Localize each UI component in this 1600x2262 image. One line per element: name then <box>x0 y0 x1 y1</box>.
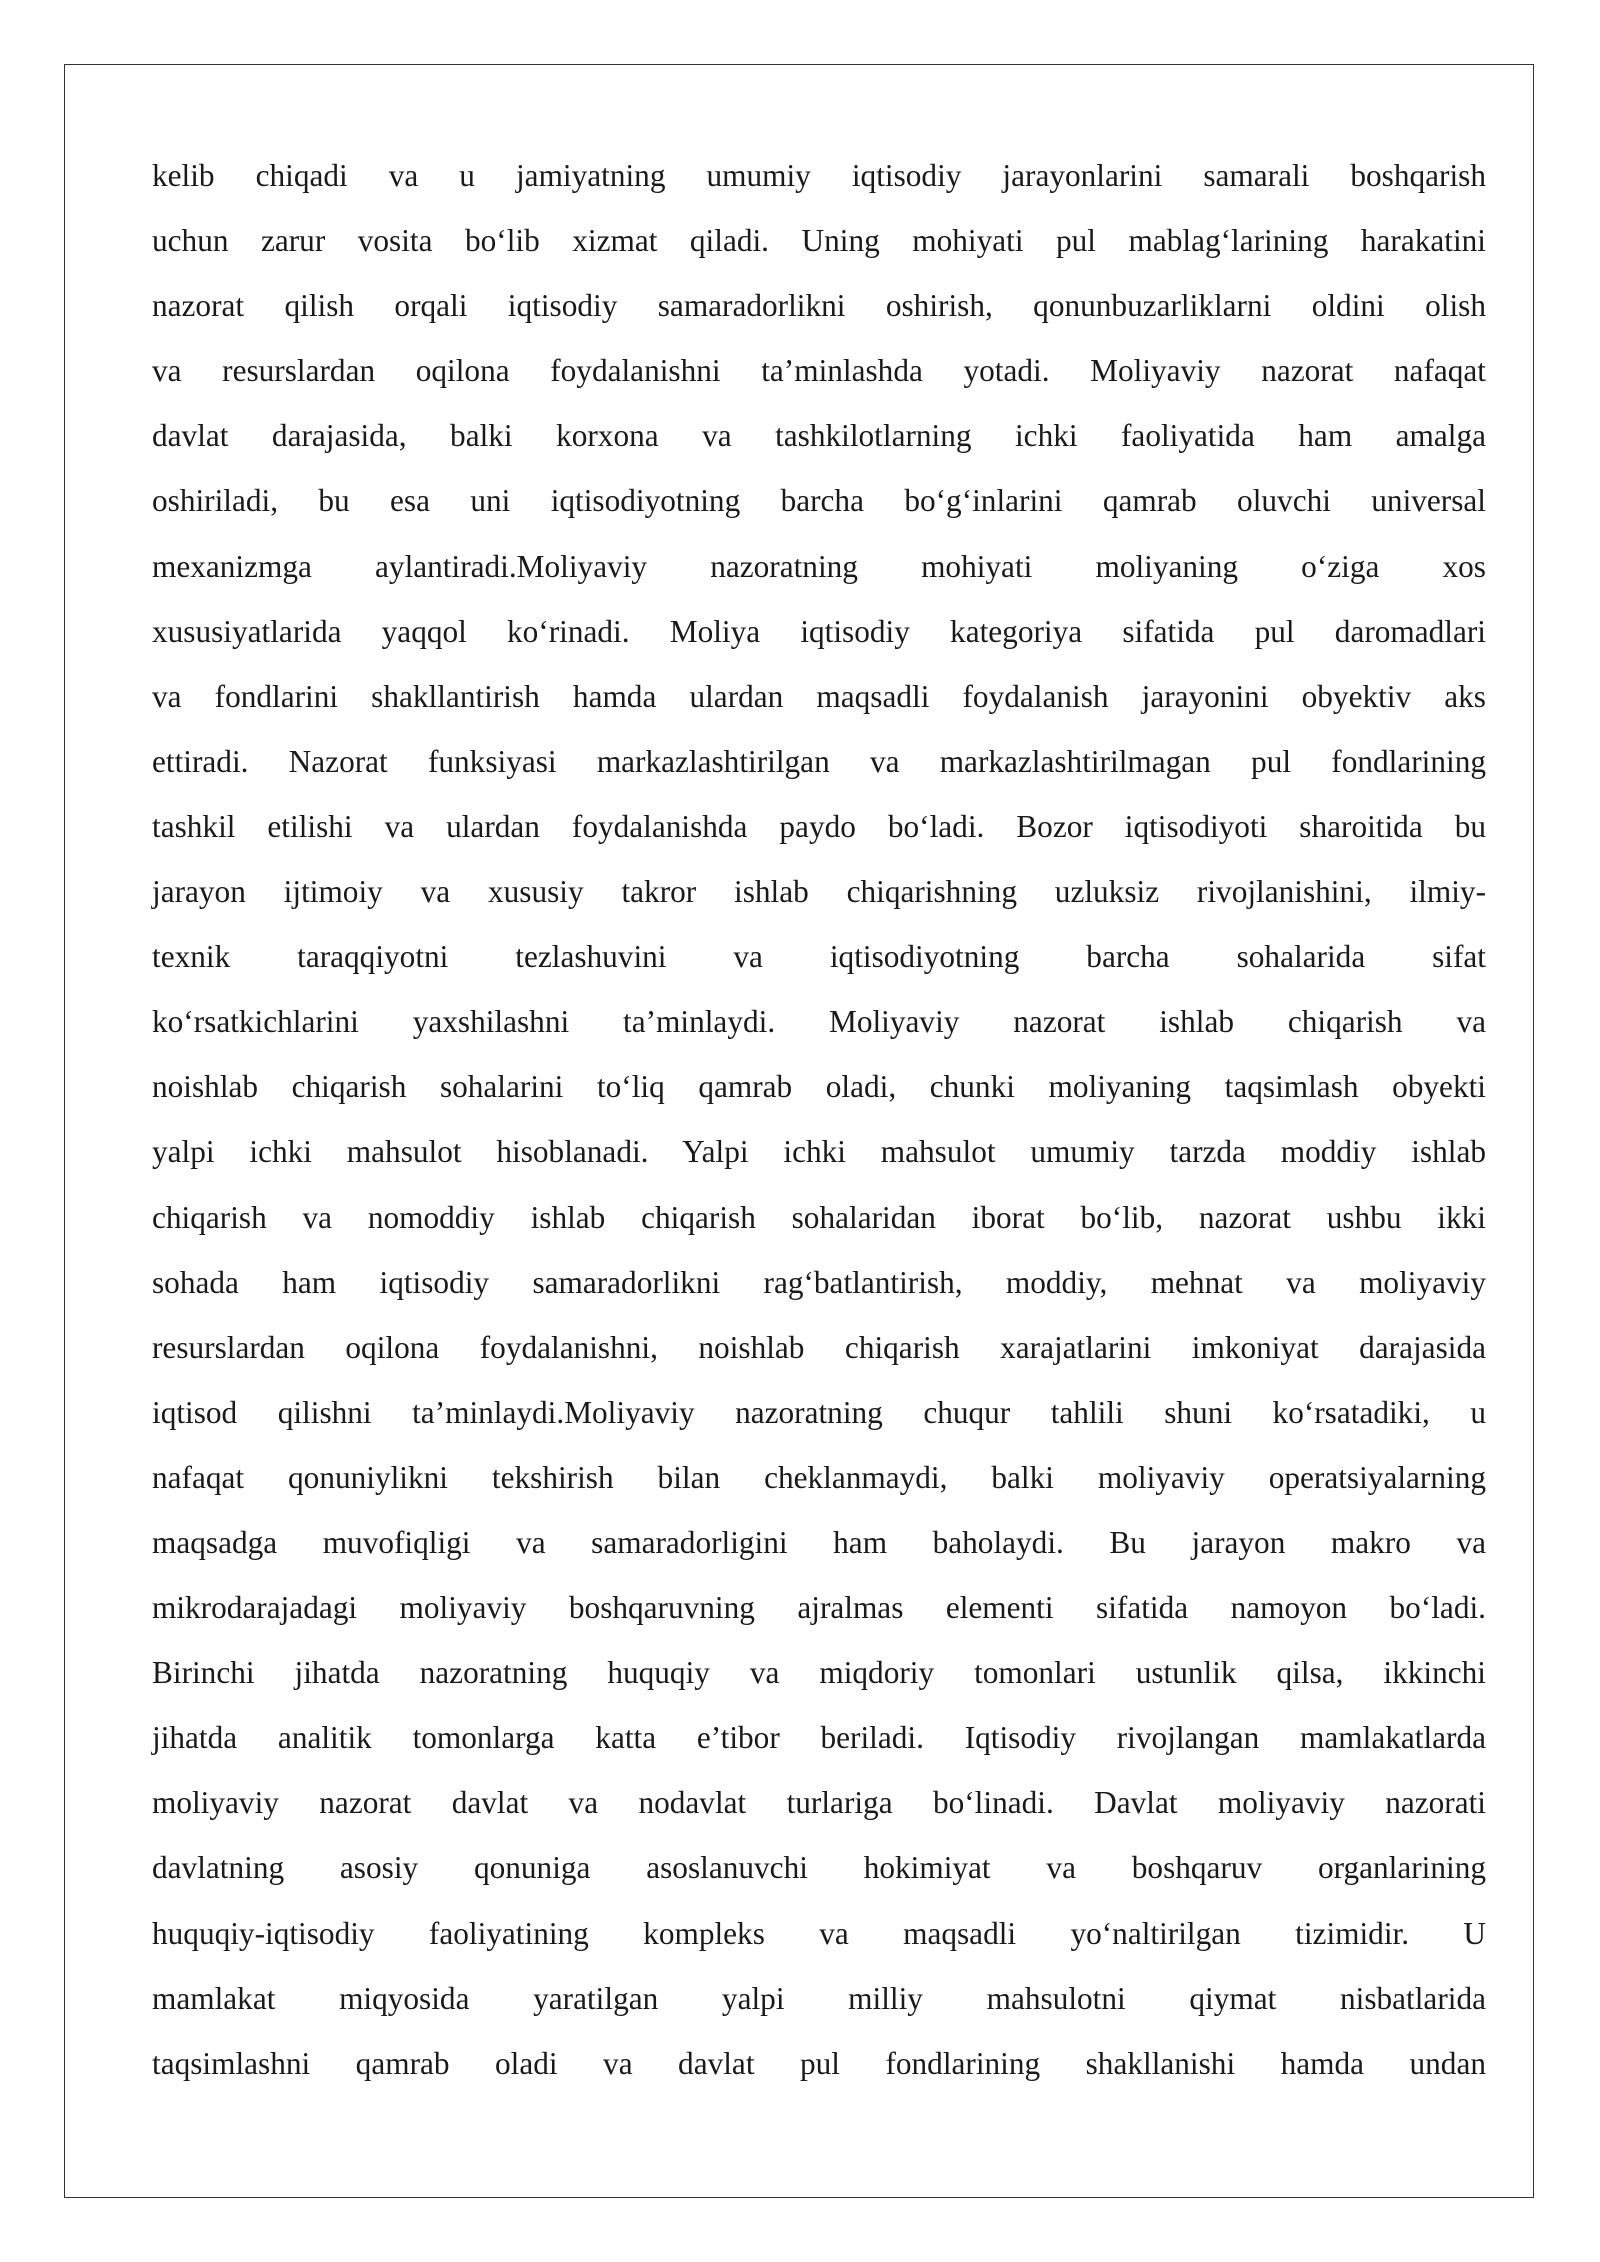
text-line: mikrodarajadagi moliyaviy boshqaruvning ajralmas elementi sifatida namoyon bo‘ladi. <box>152 1590 1486 1626</box>
text-line: nazorat qilish orqali iqtisodiy samaradorlikni oshirish, qonunbuzarliklarni oldini olish <box>152 288 1486 324</box>
text-line: davlat darajasida, balki korxona va tashkilotlarning ichki faoliyatida ham amalga <box>152 418 1486 454</box>
text-line: kelib chiqadi va u jamiyatning umumiy iqtisodiy jarayonlarini samarali boshqarish <box>152 158 1486 193</box>
text-line: texnik taraqqiyotni tezlashuvini va iqtisodiyotning barcha sohalarida sifat <box>152 939 1486 975</box>
text-line: nafaqat qonuniylikni tekshirish bilan cheklanmaydi, balki moliyaviy operatsiyalarning <box>152 1459 1486 1495</box>
text-line: va resurslardan oqilona foydalanishni ta’minlashda yotadi. Moliyaviy nazorat nafaqat <box>152 353 1486 389</box>
text-line: chiqarish va nomoddiy ishlab chiqarish sohalaridan iborat bo‘lib, nazorat ushbu ikki <box>152 1199 1486 1235</box>
text-line: davlatning asosiy qonuniga asoslanuvchi hokimiyat va boshqaruv organlarining <box>152 1850 1486 1886</box>
text-line: tashkil etilishi va ulardan foydalanishda paydo bo‘ladi. Bozor iqtisodiyoti sharoitida bu <box>152 808 1486 844</box>
text-line: taqsimlashni qamrab oladi va davlat pul fondlarining shakllanishi hamda undan <box>152 2045 1486 2081</box>
text-line: yalpi ichki mahsulot hisoblanadi. Yalpi ichki mahsulot umumiy tarzda moddiy ishlab <box>152 1134 1486 1170</box>
text-line: ko‘rsatkichlarini yaxshilashni ta’minlaydi. Moliyaviy nazorat ishlab chiqarish va <box>152 1004 1486 1040</box>
text-line: huquqiy-iqtisodiy faoliyatining kompleks va maqsadli yo‘naltirilgan tizimidir. U <box>152 1915 1486 1951</box>
text-line: Birinchi jihatda nazoratning huquqiy va miqdoriy tomonlari ustunlik qilsa, ikkinchi <box>152 1655 1486 1691</box>
text-line: jihatda analitik tomonlarga katta e’tibor beriladi. Iqtisodiy rivojlangan mamlakatlarda <box>152 1720 1486 1756</box>
body-paragraph <box>152 143 1486 2096</box>
text-line: noishlab chiqarish sohalarini to‘liq qamrab oladi, chunki moliyaning taqsimlash obyekti <box>152 1069 1486 1105</box>
text-line: ettiradi. Nazorat funksiyasi markazlashtirilgan va markazlashtirilmagan pul fondlarining <box>152 743 1486 779</box>
text-line: iqtisod qilishni ta’minlaydi.Moliyaviy nazoratning chuqur tahlili shuni ko‘rsatadiki, u <box>152 1394 1486 1430</box>
text-line: resurslardan oqilona foydalanishni, noishlab chiqarish xarajatlarini imkoniyat darajasida <box>152 1329 1486 1365</box>
text-line: mamlakat miqyosida yaratilgan yalpi milliy mahsulotni qiymat nisbatlarida <box>152 1980 1486 2016</box>
text-line: va fondlarini shakllantirish hamda ulardan maqsadli foydalanish jarayonini obyektiv aks <box>152 678 1486 714</box>
text-line: mexanizmga aylantiradi.Moliyaviy nazoratning mohiyati moliyaning o‘ziga xos <box>152 548 1486 584</box>
text-line: maqsadga muvofiqligi va samaradorligini ham baholaydi. Bu jarayon makro va <box>152 1524 1486 1560</box>
text-line: uchun zarur vosita bo‘lib xizmat qiladi. Uning mohiyati pul mablag‘larining harakatini <box>152 223 1486 259</box>
text-line: moliyaviy nazorat davlat va nodavlat turlariga bo‘linadi. Davlat moliyaviy nazorati <box>152 1785 1486 1821</box>
text-line: oshiriladi, bu esa uni iqtisodiyotning barcha bo‘g‘inlarini qamrab oluvchi universal <box>152 483 1486 519</box>
text-line: jarayon ijtimoiy va xususiy takror ishlab chiqarishning uzluksiz rivojlanishini, ilmiy- <box>152 874 1486 910</box>
text-line: xususiyatlarida yaqqol ko‘rinadi. Moliya iqtisodiy kategoriya sifatida pul daromadlari <box>152 613 1486 649</box>
text-line: sohada ham iqtisodiy samaradorlikni rag‘batlantirish, moddiy, mehnat va moliyaviy <box>152 1264 1486 1300</box>
